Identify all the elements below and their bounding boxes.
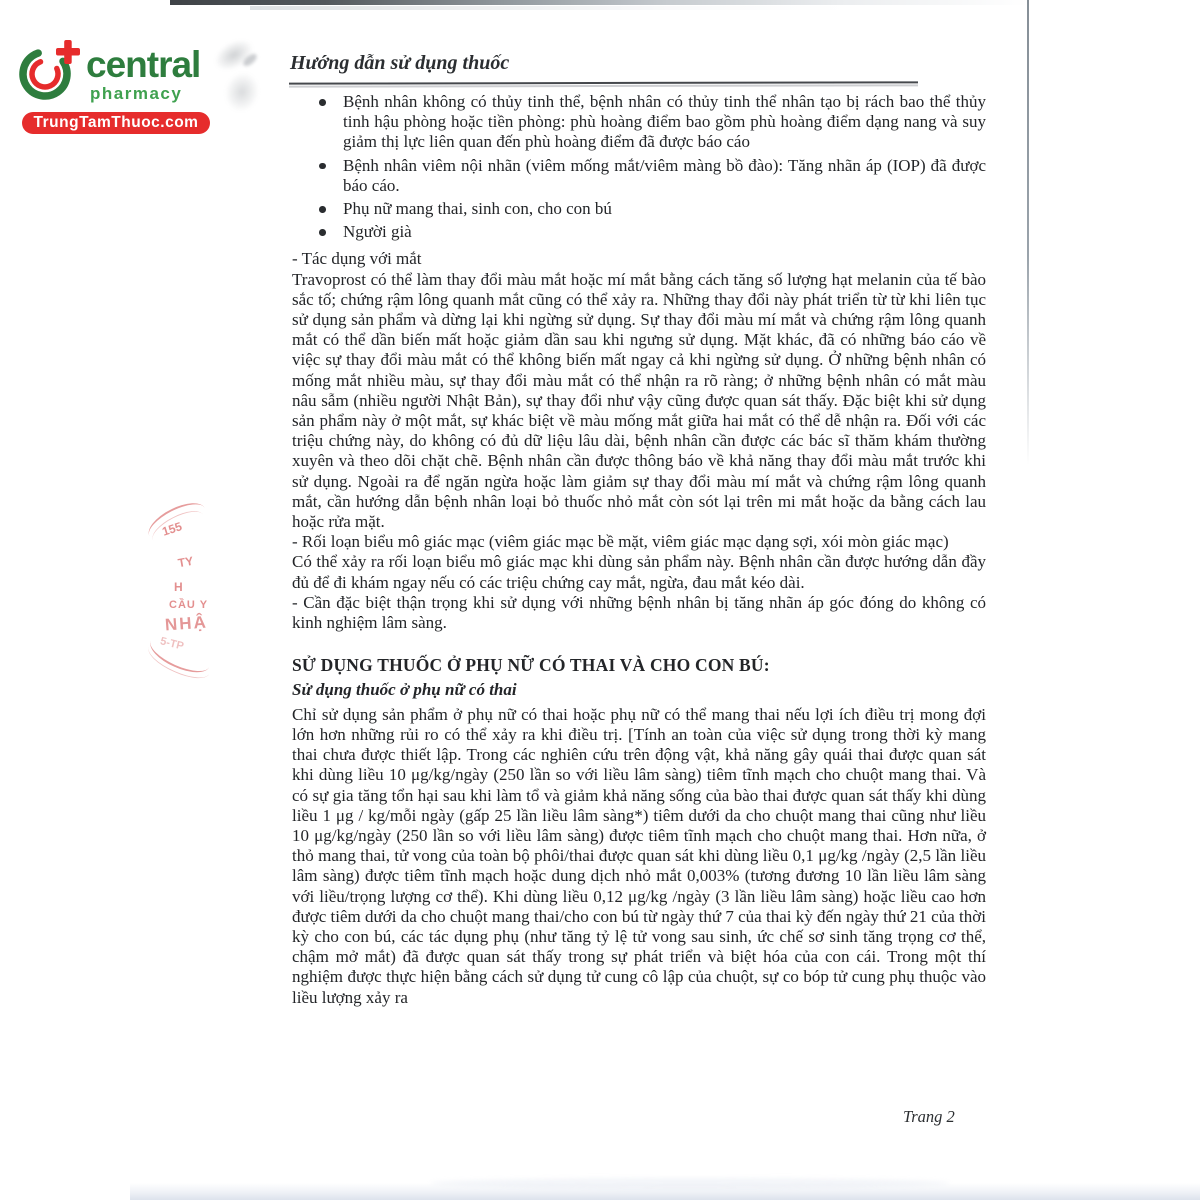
bullet-text: Người già — [343, 222, 412, 242]
list-item — [292, 156, 986, 196]
stamp-text: 155 — [160, 519, 184, 539]
brand-name: central — [86, 44, 201, 85]
stamp-text: CẦU Y — [169, 599, 209, 611]
bullet-dot-icon — [319, 99, 326, 106]
paragraph-travoprost: Travoprost có thể làm thay đổi màu mắt hoặc mí mắt bằng cách tăng số lượng hạt melanin của tế bào sắc tố; chứng rậm lông quanh mắt cũng có thể xảy ra. Những thay đổi này phát triển từ từ khi liên tục sử dụng sản phẩm và dừng lại khi ngừng sử dụng. Sự thay đổi màu mí mắt và chứng rậm lông quanh mắt có thể dần biến mất hoặc giảm dần sau khi ngưng sử dụng. Mặt khác, đã có những báo cáo về việc sự thay đổi màu mắt có thể không biến mất ngay cả khi ngừng sử dụng. Ở những bệnh nhân có mống mắt nhiều màu, sự thay đổi màu mắt có thể nhận ra rõ ràng; ở những bệnh nhân có mắt màu nâu sẫm (nhiều người Nhật Bản), sự thay đổi như vậy cũng được quan sát thấy. Đặc biệt khi sử dụng sản phẩm này ở một mắt, sự khác biệt về màu mống mắt giữa hai mắt có thể dễ nhận ra. Đối với các triệu chứng này, do không có đủ dữ liệu lâu dài, bệnh nhân cần được các bác sĩ thăm khám thường xuyên và theo dõi chặt chẽ. Bệnh nhân cần được thông báo về khả năng thay đổi màu mắt trước khi sử dụng. Ngoài ra để ngăn ngừa hoặc làm giảm sự thay đổi màu mí mắt và chứng rậm lông quanh mắt, cần hướng dẫn bệnh nhân loại bỏ thuốc nhỏ mắt còn sót lại trên mi mắt hoặc da bằng cách lau hoặc rửa mặt. — [292, 269, 986, 532]
sub-heading-pregnancy: Sử dụng thuốc ở phụ nữ có thai — [292, 680, 517, 700]
document-header-title: Hướng dẫn sử dụng thuốc — [290, 52, 510, 74]
stamp-arc — [143, 495, 211, 548]
brand-tagline: pharmacy — [90, 84, 183, 103]
scan-edge-bar — [170, 0, 1028, 5]
page-number: Trang 2 — [903, 1107, 955, 1126]
next-page-edge-shadow — [430, 1178, 950, 1188]
dash-note-caution: - Cần đặc biệt thận trọng khi sử dụng với những bệnh nhân bị tăng nhãn áp góc đóng do không có kinh nghiệm lâm sàng. — [292, 592, 986, 633]
section-heading-pregnancy: SỬ DỤNG THUỐC Ở PHỤ NỮ CÓ THAI VÀ CHO CON BÚ: — [292, 655, 770, 676]
document-body — [292, 92, 986, 1008]
scan-fold-line — [1027, 0, 1029, 465]
stamp-text: 5-TP — [158, 635, 185, 653]
list-item — [292, 92, 986, 153]
stamp-arc — [148, 505, 208, 551]
bullet-list — [292, 92, 986, 242]
website-badge — [22, 112, 210, 134]
list-item — [292, 222, 986, 242]
stamp-arc — [144, 636, 214, 686]
central-pharmacy-logo-icon — [16, 36, 82, 113]
paragraph-corneal: Có thể xảy ra rối loạn biểu mô giác mạc khi dùng sản phẩm này. Bệnh nhân cần được hướng dẫn đầy đủ để đi khám ngay nếu có các triệu chứng cay mắt, ngừa, đau mắt kéo dài. — [292, 552, 986, 592]
dash-note-eye-effects: - Tác dụng với mắt — [292, 249, 422, 269]
dash-note-corneal-disorder: - Rối loạn biểu mô giác mạc (viêm giác mạc bề mặt, viêm giác mạc dạng sợi, xói mòn giác mạc) — [292, 532, 949, 552]
list-item — [292, 199, 986, 219]
paragraph-pregnancy: Chỉ sử dụng sản phẩm ở phụ nữ có thai hoặc phụ nữ có thể mang thai nếu lợi ích điều trị mong đợi lớn hơn những rủi ro có thể xảy ra khi điều trị. [Tính an toàn của việc sử dụng trong thời kỳ mang thai chưa được thiết lập. Trong các nghiên cứu trên động vật, khả năng gây quái thai được quan sát khi dùng liều 10 μg/kg/ngày (250 lần so với liều lâm sàng) tiêm tĩnh mạch cho chuột mang thai. Và có sự gia tăng tổn hại sau khi làm tổ và giảm khả năng sống của bào thai được quan sát thấy khi dùng liều 1 μg / kg/mỗi ngày (gấp 25 lần liều lâm sàng*) tiêm dưới da cho chuột mang thai cũng như liều 10 μg/kg/ngày (250 lần so với liều lâm sàng) được tiêm tĩnh mạch cho chuột mang thai. Hơn nữa, ở thỏ mang thai, tử vong của toàn bộ phôi/thai được quan sát khi dùng liều 0,1 μg/kg /ngày (2,5 lần liều lâm sàng) được tiêm tĩnh mạch hoặc dung dịch nhỏ mắt 0,003% (tương đương 10 lần liều lâm sàng với liều/trọng lượng cơ thể). Khi dùng liều 0,12 μg/kg /ngày (3 lần liều lâm sàng) hoặc liều cao hơn được tiêm dưới da cho chuột mang thai/cho con bú từ ngày thứ 7 của thai kỳ đến ngày thứ 21 của thời kỳ cho con bú, các tác dụng phụ (như tăng tỷ lệ tử vong sau sinh, ức chế sơ sinh tăng trọng cơ thể, chậm mở mắt) đã được quan sát thấy trong sự phát triển và biệt hóa của con cái. Trong một thí nghiệm được thực hiện bằng cách sử dụng tử cung cô lập của chuột, sự co bóp tử cung phụ thuộc vào liều lượng xảy ra — [292, 704, 986, 1007]
bullet-dot-icon — [319, 163, 326, 170]
stamp-text: H — [174, 580, 183, 594]
bullet-text: Phụ nữ mang thai, sinh con, cho con bú — [343, 199, 612, 219]
stamp-arc — [145, 628, 215, 680]
scan-smudge — [220, 68, 263, 115]
header-rule — [289, 81, 918, 84]
scan-edge-bar-shadow — [250, 6, 850, 10]
stamp-text: TY — [176, 553, 195, 571]
bullet-text: Bệnh nhân không có thủy tinh thể, bệnh nhân có thủy tinh thể nhân tạo bị rách bao thể thủy tinh hậu phòng hoặc tiền phòng: phù hoàng điểm bao gồm phù hoàng điểm dạng nang và suy giảm thị lực liên quan đến phù hoàng điểm đã được báo cáo — [343, 92, 986, 152]
red-stamp — [138, 500, 228, 675]
bullet-dot-icon — [319, 206, 326, 213]
bullet-dot-icon — [319, 229, 326, 236]
website-url: TrungTamThuoc.com — [33, 114, 199, 131]
bullet-text: Bệnh nhân viêm nội nhãn (viêm mống mắt/viêm màng bồ đào): Tăng nhãn áp (IOP) đã được báo cáo. — [343, 155, 986, 195]
stamp-text: NHẬ — [164, 612, 209, 635]
